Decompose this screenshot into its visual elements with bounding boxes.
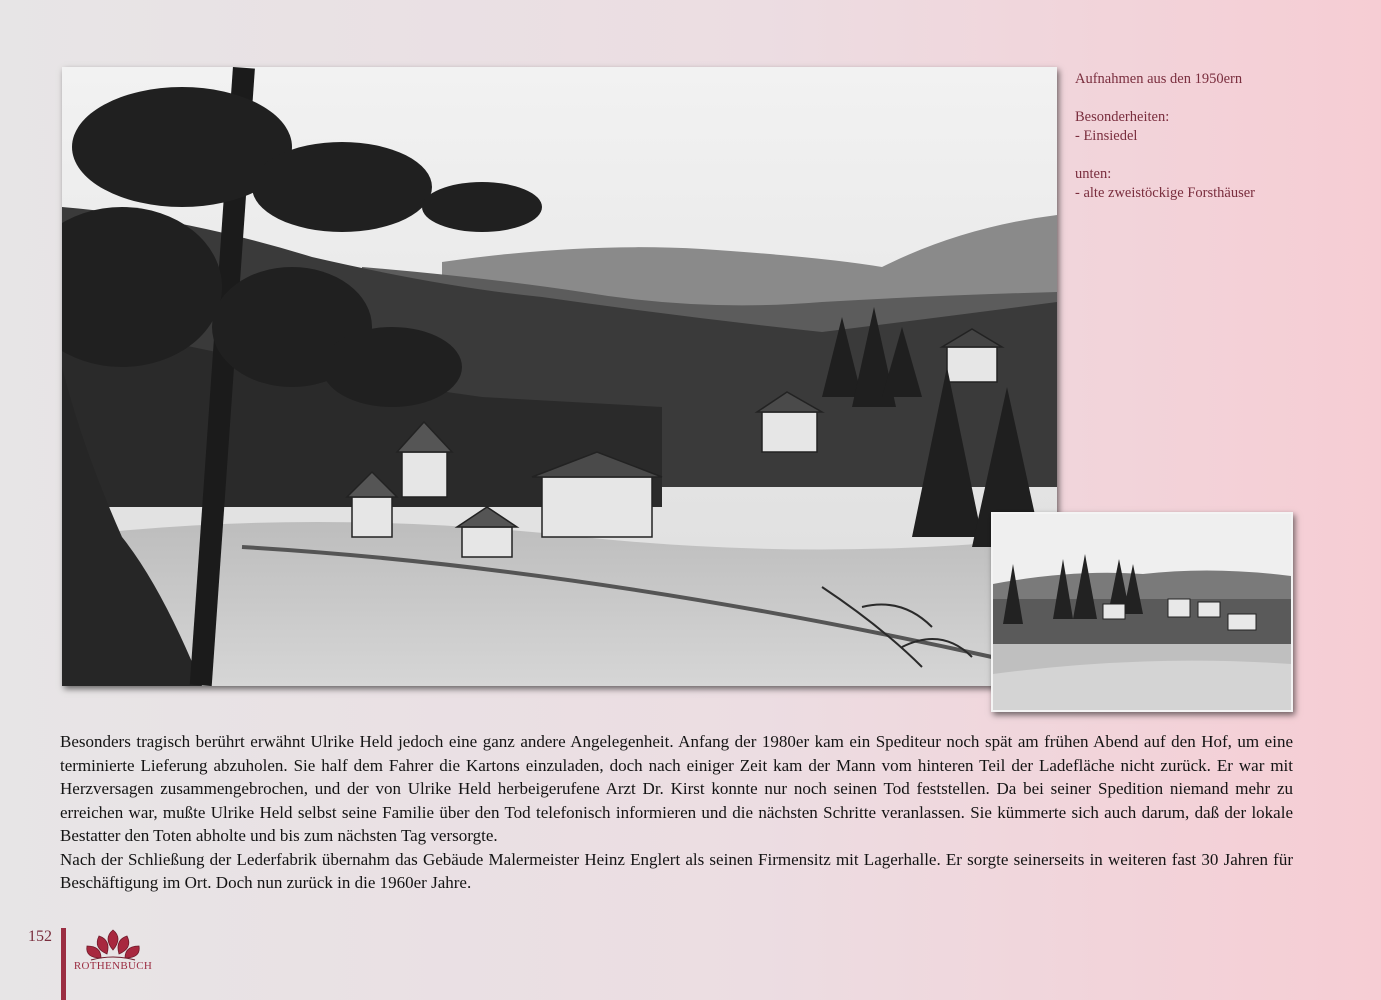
body-paragraph-2: Nach der Schließung der Lederfabrik übernahm das Gebäude Malermeister Heinz Englert als seinen Firmensitz mit Lagerhalle. Er sorgte seinerseits in weiteren fast 30 Jahren für Beschäftigung im Ort. Doch nun zurück in die 1960er Jahre.	[60, 849, 1293, 892]
caption-specials-title: Besonderheiten:	[1075, 109, 1170, 125]
caption-line	[1075, 70, 1365, 89]
body-paragraph-1: Besonders tragisch berührt erwähnt Ulrike Held jedoch eine ganz andere Angelegenheit. Anfang der 1980er kam ein Spediteur noch spät am frühen Abend auf den Hof, um eine terminierte Lieferung abzuholen. Sie half dem Fahrer die Kartons einzuladen, doch nach einiger Zeit kam der Mann vom hinteren Teil der Ladefläche nicht zurück. Er war mit Herzversagen zusammengebrochen, und der von Ulrike Held herbeigerufene Arzt Dr. Kirst konnte nur noch seinen Tod feststellen. Da bei seiner Spedition niemand mehr zu erreichen war, mußte Ulrike Held selbst seine Familie über den Tod telefonisch informieren und die nächsten Schritte veranlassen. Sie kümmerte sich auch darum, daß der lokale Bestatter den Toten abholte und bis zum nächsten Tag versorgte.	[60, 732, 1293, 845]
caption-below-item: - alte zweistöckige Forsthäuser	[1075, 185, 1255, 201]
rothenbuch-logo	[70, 928, 156, 978]
logo-text: ROTHENBUCH	[73, 960, 153, 972]
body-text	[60, 730, 1293, 895]
caption-below-title: unten:	[1075, 166, 1112, 182]
caption-title: Aufnahmen aus den 1950ern	[1075, 71, 1243, 87]
forest-houses-photo	[993, 514, 1291, 710]
caption-specials-item: - Einsiedel	[1075, 128, 1138, 144]
caption-block-specials	[1075, 108, 1365, 146]
main-photo	[62, 67, 1057, 686]
footer-accent-bar	[61, 928, 66, 1000]
page-number: 152	[28, 928, 52, 945]
inset-photo	[991, 512, 1293, 712]
photo-caption	[1075, 70, 1365, 222]
leaf-emblem-icon	[81, 928, 145, 962]
caption-block-below	[1075, 165, 1365, 203]
village-valley-photo	[62, 67, 1057, 686]
